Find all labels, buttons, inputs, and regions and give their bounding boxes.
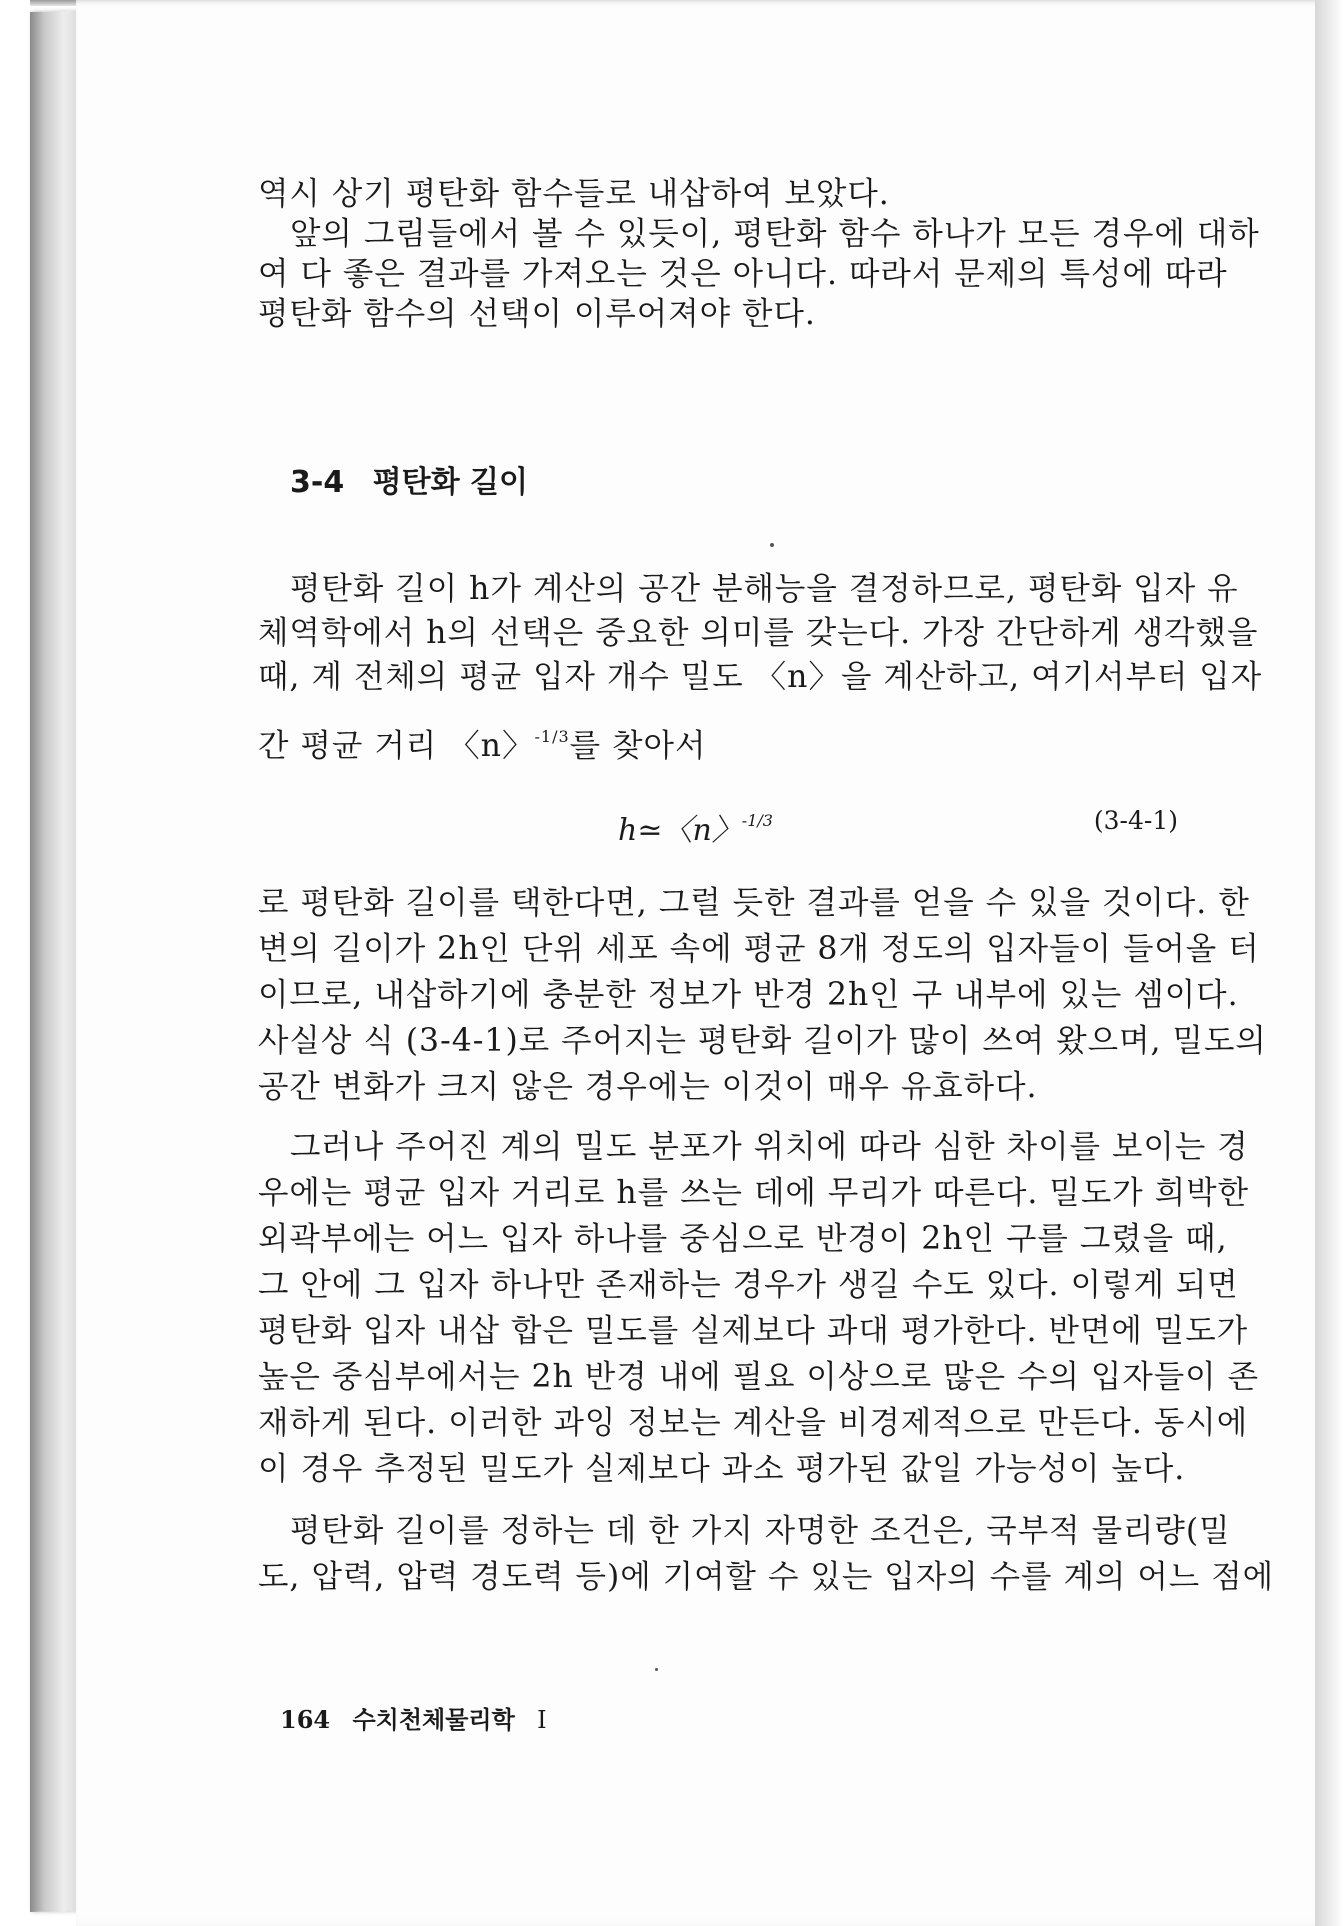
equation-label: (3-4-1): [1093, 806, 1178, 835]
page-footer: [280, 1700, 547, 1735]
paragraph-3-line-4: [258, 716, 1208, 767]
book-spine: [30, 11, 78, 1912]
paragraph-5-line-1: 그러나 주어진 계의 밀도 분포가 위치에 따라 심한 차이를 보이는 경: [290, 1129, 1249, 1165]
paragraph-3-line-4-tail: 를 찾아서: [569, 728, 707, 764]
equation-exponent: -1/3: [741, 811, 773, 830]
print-speck: [770, 543, 774, 547]
paragraph-6-line-2: 도, 압력, 압력 경도력 등)에 기여할 수 있는 입자의 수를 계의 어느 점에: [258, 1559, 1275, 1595]
paragraph-3-line-2: 체역학에서 h의 선택은 중요한 의미를 갖는다. 가장 간단하게 생각했을: [258, 615, 1259, 651]
paragraph-3-exponent: -1/3: [534, 727, 570, 746]
page-right-edge: [1315, 0, 1343, 1926]
paragraph-3-line-3: 때, 계 전체의 평균 입자 개수 밀도 〈n〉을 계산하고, 여기서부터 입자: [258, 659, 1263, 695]
paragraph-2-line-1: 앞의 그림들에서 볼 수 있듯이, 평탄화 함수 하나가 모든 경우에 대하: [290, 216, 1260, 252]
paragraph-5-line-8: 이 경우 추정된 밀도가 실제보다 과소 평가된 값일 가능성이 높다.: [258, 1451, 1186, 1487]
equation-3-4-1: [258, 800, 1208, 848]
paragraph-4-line-4: 사실상 식 (3-4-1)로 주어지는 평탄화 길이가 많이 쓰여 왔으며, 밀도의: [258, 1023, 1267, 1059]
paragraph-5-line-5: 평탄화 입자 내삽 합은 밀도를 실제보다 과대 평가한다. 반면에 밀도가: [258, 1313, 1249, 1349]
paragraph-1-line-1: 역시 상기 평탄화 함수들로 내삽하여 보았다.: [258, 176, 890, 212]
paragraph-4-line-2: 변의 길이가 2h인 단위 세포 속에 평균 8개 정도의 입자들이 들어올 터: [258, 931, 1260, 967]
section-heading: [290, 462, 528, 504]
book-title: 수치천체물리학: [352, 1706, 515, 1734]
paragraph-5-line-2: 우에는 평균 입자 거리로 h를 쓰는 데에 무리가 따른다. 밀도가 희박한: [258, 1175, 1250, 1211]
paragraph-4-line-3: 이므로, 내삽하기에 충분한 정보가 반경 2h인 구 내부에 있는 셈이다.: [258, 977, 1239, 1013]
paragraph-3-line-1: 평탄화 길이 h가 계산의 공간 분해능을 결정하므로, 평탄화 입자 유: [290, 571, 1239, 607]
paragraph-3-line-4-text: 간 평균 거리 〈n〉: [258, 728, 535, 764]
paragraph-6-line-1: 평탄화 길이를 정하는 데 한 가지 자명한 조건은, 국부적 물리량(밀: [290, 1513, 1231, 1549]
section-title: 평탄화 길이: [372, 465, 529, 500]
paragraph-5-line-3: 외곽부에는 어느 입자 하나를 중심으로 반경이 2h인 구를 그렸을 때,: [258, 1221, 1228, 1257]
section-number: 3-4: [290, 465, 345, 500]
paragraph-5-line-4: 그 안에 그 입자 하나만 존재하는 경우가 생길 수도 있다. 이렇게 되면: [258, 1267, 1239, 1303]
page-number: 164: [280, 1705, 331, 1734]
equation-lhs: h≃〈n〉: [618, 813, 742, 848]
equation-expression: [618, 800, 773, 852]
paragraph-4-line-5: 공간 변화가 크지 않은 경우에는 이것이 매우 유효하다.: [258, 1069, 1038, 1105]
paragraph-5-line-7: 재하게 된다. 이러한 과잉 정보는 계산을 비경제적으로 만든다. 동시에: [258, 1405, 1249, 1441]
paragraph-2-line-3: 평탄화 함수의 선택이 이루어져야 한다.: [258, 296, 816, 332]
volume-number: I: [537, 1706, 547, 1734]
paragraph-5-line-6: 높은 중심부에서는 2h 반경 내에 필요 이상으로 많은 수의 입자들이 존: [258, 1359, 1260, 1395]
paragraph-2-line-2: 여 다 좋은 결과를 가져오는 것은 아니다. 따라서 문제의 특성에 따라: [258, 256, 1228, 292]
print-speck: [655, 1668, 658, 1671]
paragraph-4-line-1: 로 평탄화 길이를 택한다면, 그럴 듯한 결과를 얻을 수 있을 것이다. 한: [258, 885, 1250, 921]
